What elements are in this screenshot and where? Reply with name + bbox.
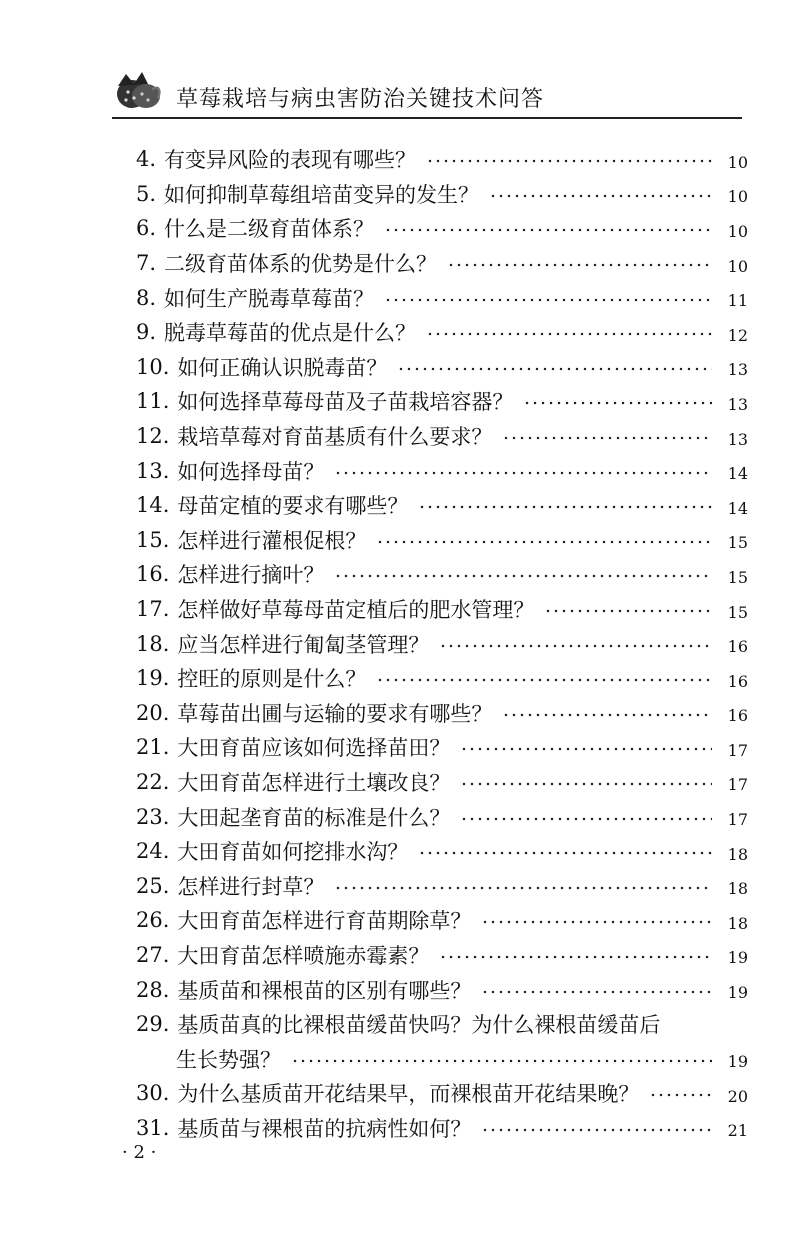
toc-entry [136,972,748,1007]
toc-leader-dots [447,262,712,268]
toc-entry-title: 大田育苗怎样进行土壤改良？ [177,770,451,795]
toc-entry-title: 有变异风险的表现有哪些？ [164,148,417,173]
toc-entry [136,177,748,212]
toc-leader-dots [426,331,712,337]
toc-entry-page: 19 [727,1052,748,1072]
toc-entry-number: 22. [136,769,170,794]
toc-leader-dots [481,919,712,925]
toc-entry-number: 30. [136,1081,170,1106]
toc-leader-dots [334,470,712,476]
toc-entry-number: 19. [136,666,170,691]
toc-entry-page: 12 [727,325,748,345]
toc-entry-number: 24. [136,839,170,864]
toc-entry-title: 怎样进行灌根促根？ [177,528,367,553]
toc-entry-page: 19 [727,983,748,1003]
toc-entry-page: 16 [727,637,748,657]
toc-leader-dots [481,1127,712,1133]
toc-entry-page: 14 [727,464,748,484]
toc-entry-page: 19 [727,948,748,968]
toc-leader-dots [481,989,712,995]
toc-entry-title: 基质苗和裸根苗的区别有哪些？ [177,978,472,1003]
toc-entry-title: 怎样做好草莓母苗定植后的肥水管理？ [177,598,535,623]
toc-entry-page: 13 [727,394,748,414]
toc-leader-dots [291,1058,712,1064]
toc-entry [136,350,748,385]
toc-entry-page: 10 [727,221,748,241]
running-header-title: 草莓栽培与病虫害防治关键技术问答 [176,87,545,112]
toc-entry-page: 21 [727,1121,748,1141]
toc-leader-dots [334,885,712,891]
toc-entry-title: 控旺的原则是什么？ [177,667,367,692]
toc-leader-dots [376,539,712,545]
toc-entry-page: 16 [727,706,748,726]
toc-entry [136,938,748,973]
toc-leader-dots [502,435,712,441]
toc-leader-dots [439,954,712,960]
toc-leader-dots [418,850,712,856]
toc-entry-page: 13 [727,429,748,449]
toc-leader-dots [418,504,712,510]
toc-entry [136,246,748,281]
toc-entry-title: 大田育苗怎样喷施赤霉素？ [177,943,430,968]
toc-entry-page: 14 [727,498,748,518]
toc-entry-title: 母苗定植的要求有哪些？ [177,494,409,519]
toc-entry-number: 6. [136,216,157,241]
toc-entry-page: 15 [727,602,748,622]
toc-entry-page: 13 [727,360,748,380]
toc-entry-title: 如何选择母苗？ [177,459,325,484]
toc-entry-number: 5. [136,181,157,206]
toc-entry-title: 大田起垄育苗的标准是什么？ [177,805,451,830]
toc-entry [136,419,748,454]
toc-entry-number: 21. [136,735,170,760]
toc-entry-number: 13. [136,458,170,483]
toc-entry [136,730,748,765]
toc-entry-page: 10 [727,152,748,172]
toc-leader-dots [502,712,712,718]
page-number: · 2 · [122,1142,157,1163]
toc-entry-title: 栽培草莓对育苗基质有什么要求？ [177,425,493,450]
table-of-contents [136,142,748,1145]
toc-entry-page: 17 [727,740,748,760]
toc-entry-number: 4. [136,147,157,172]
strawberry-logo-icon [112,68,164,112]
toc-entry-number: 16. [136,562,170,587]
toc-entry-title: 大田育苗怎样进行育苗期除草？ [177,909,472,934]
toc-entry-number: 7. [136,251,157,276]
toc-entry-continuation [136,1041,748,1076]
toc-entry-page: 16 [727,671,748,691]
toc-entry [136,661,748,696]
toc-leader-dots [460,816,712,822]
toc-entry-page: 18 [727,844,748,864]
toc-entry-page: 15 [727,567,748,587]
toc-entry-page: 11 [727,291,748,311]
toc-entry-number: 20. [136,700,170,725]
toc-entry-page: 10 [727,187,748,207]
toc-entry-number: 14. [136,493,170,518]
page-header [112,68,742,116]
toc-entry-number: 28. [136,977,170,1002]
toc-entry [136,696,748,731]
toc-entry [136,453,748,488]
toc-entry-title: 如何抑制草莓组培苗变异的发生？ [164,182,480,207]
toc-entry [136,626,748,661]
toc-entry [136,384,748,419]
toc-entry [136,1076,748,1111]
toc-entry [136,557,748,592]
toc-entry-number: 27. [136,942,170,967]
toc-entry-page: 17 [727,775,748,795]
header-divider [112,117,742,119]
toc-entry-title: 大田育苗如何挖排水沟？ [177,840,409,865]
toc-entry-number: 18. [136,631,170,656]
toc-entry-number: 25. [136,873,170,898]
toc-entry-title: 怎样进行摘叶？ [177,563,325,588]
toc-entry [136,1111,748,1146]
toc-leader-dots [439,643,712,649]
toc-entry-number: 12. [136,424,170,449]
toc-entry-page: 18 [727,913,748,933]
toc-leader-dots [376,677,712,683]
toc-entry-number: 11. [136,389,170,414]
toc-entry-number: 26. [136,908,170,933]
toc-entry [136,903,748,938]
toc-entry-title: 什么是二级育苗体系？ [164,217,375,242]
toc-entry-page: 17 [727,810,748,830]
toc-entry-number: 9. [136,320,157,345]
toc-entry [136,488,748,523]
toc-leader-dots [523,400,712,406]
toc-leader-dots [649,1092,712,1098]
toc-entry-number: 23. [136,804,170,829]
toc-entry [136,592,748,627]
toc-leader-dots [489,193,712,199]
toc-leader-dots [384,297,712,303]
toc-entry-title: 基质苗真的比裸根苗缓苗快吗？为什么裸根苗缓苗后 [177,1013,661,1038]
toc-entry [136,315,748,350]
toc-leader-dots [544,608,712,614]
toc-entry-number: 10. [136,354,170,379]
toc-entry-title: 二级育苗体系的优势是什么？ [164,252,438,277]
toc-entry-title: 为什么基质苗开花结果早，而裸根苗开花结果晚？ [177,1082,640,1107]
toc-entry-title: 基质苗与裸根苗的抗病性如何？ [177,1116,472,1141]
toc-entry-number: 29. [136,1012,170,1037]
toc-leader-dots [426,158,712,164]
toc-entry-number: 8. [136,285,157,310]
toc-leader-dots [334,573,712,579]
toc-entry-title-continued: 生长势强？ [176,1047,281,1072]
toc-entry [136,834,748,869]
toc-entry-title: 如何正确认识脱毒苗？ [177,355,388,380]
toc-entry-title: 脱毒草莓苗的优点是什么？ [164,321,417,346]
toc-entry-title: 草莓苗出圃与运输的要求有哪些？ [177,701,493,726]
toc-entry [136,868,748,903]
toc-entry-number: 17. [136,597,170,622]
toc-entry [136,211,748,246]
toc-entry-number: 31. [136,1115,170,1140]
toc-entry [136,280,748,315]
toc-entry-title: 大田育苗应该如何选择苗田？ [177,736,451,761]
toc-leader-dots [397,366,712,372]
toc-entry-title: 怎样进行封草？ [177,874,325,899]
toc-entry-page: 10 [727,256,748,276]
toc-entry-number: 15. [136,527,170,552]
toc-entry-title: 应当怎样进行匍匐茎管理？ [177,632,430,657]
toc-leader-dots [460,781,712,787]
toc-entry [136,523,748,558]
toc-entry [136,799,748,834]
toc-entry-title: 如何选择草莓母苗及子苗栽培容器？ [177,390,514,415]
toc-entry-page: 20 [727,1086,748,1106]
toc-entry-page: 15 [727,533,748,553]
toc-entry [136,142,748,177]
toc-entry [136,765,748,800]
toc-leader-dots [460,746,712,752]
toc-entry [136,1007,748,1042]
toc-entry-title: 如何生产脱毒草莓苗？ [164,286,375,311]
toc-entry-page: 18 [727,879,748,899]
toc-leader-dots [384,227,712,233]
